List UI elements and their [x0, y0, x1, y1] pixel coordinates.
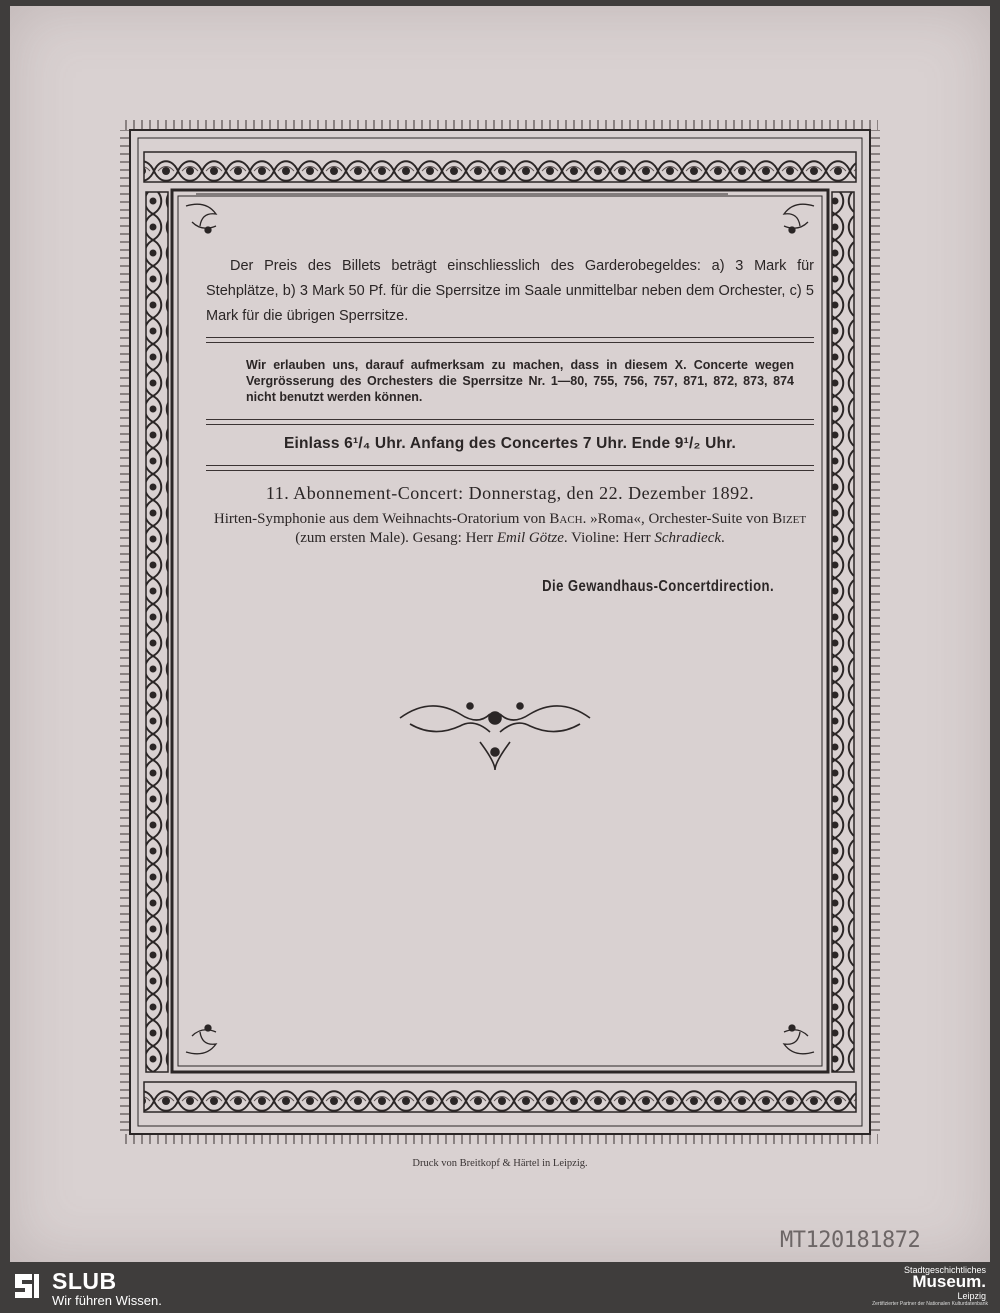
signature: Die Gewandhaus-Concertdirection.	[542, 578, 774, 595]
museum-certificate: Zertifizierter Partner der Nationalen Kulturdatenbank	[872, 1301, 988, 1307]
notice-content	[206, 242, 814, 596]
price-paragraph: Der Preis des Billets beträgt einschliesslich des Garderobegeldes: a) 3 Mark für Stehplätze, b) 3 Mark 50 Pf. für die Sperrsitze im Saale unmittelbar neben dem Orchester, c) 5 Mark für die übrigen Sperrsitze.	[206, 258, 814, 324]
ornamental-frame	[10, 6, 990, 1262]
program-description: Hirten-Symphonie aus dem Weihnachts-Oratorium von Bach. »Roma«, Orchester-Suite von Bizet (zum ersten Male). Gesang: Herr Emil Götze. Violine: Herr Schradieck.	[213, 511, 807, 546]
divider	[206, 419, 814, 425]
museum-logo[interactable]: Museum.	[912, 1272, 986, 1291]
printer-imprint: Druck von Breitkopf & Härtel in Leipzig.	[412, 1158, 588, 1169]
library-tagline: Wir führen Wissen.	[52, 1293, 162, 1308]
singer-name: Emil Götze	[496, 530, 564, 546]
shelfmark: MT120181872	[780, 1228, 921, 1253]
seating-notice: Wir erlauben uns, darauf aufmerksam zu machen, dass in diesem X. Concerte wegen Vergrösserung des Orchesters die Sperrsitze Nr. 1—80, 755, 756, 757, 871, 872, 873, 874 nicht benutzt werden können.	[246, 358, 794, 404]
document-page	[10, 6, 990, 1262]
next-concert-title: 11. Abonnement-Concert: Donnerstag, den 22. Dezember 1892.	[265, 483, 755, 503]
library-name[interactable]: SLUB	[52, 1268, 117, 1294]
divider	[206, 465, 814, 471]
museum-city: Leipzig	[957, 1291, 986, 1301]
composer-bach: Bach	[549, 511, 583, 527]
slub-logo-icon	[12, 1270, 42, 1300]
divider	[206, 337, 814, 343]
composer-bizet: Bizet	[772, 511, 807, 527]
viewer-footer	[0, 1262, 1000, 1313]
violinist-name: Schradieck	[654, 530, 722, 546]
center-ornament	[400, 703, 590, 770]
museum-prefix: Stadtgeschichtliches	[903, 1265, 986, 1275]
concert-times: Einlass 6¹/₄ Uhr. Anfang des Concertes 7 Uhr. Ende 9¹/₂ Uhr.	[283, 435, 737, 452]
